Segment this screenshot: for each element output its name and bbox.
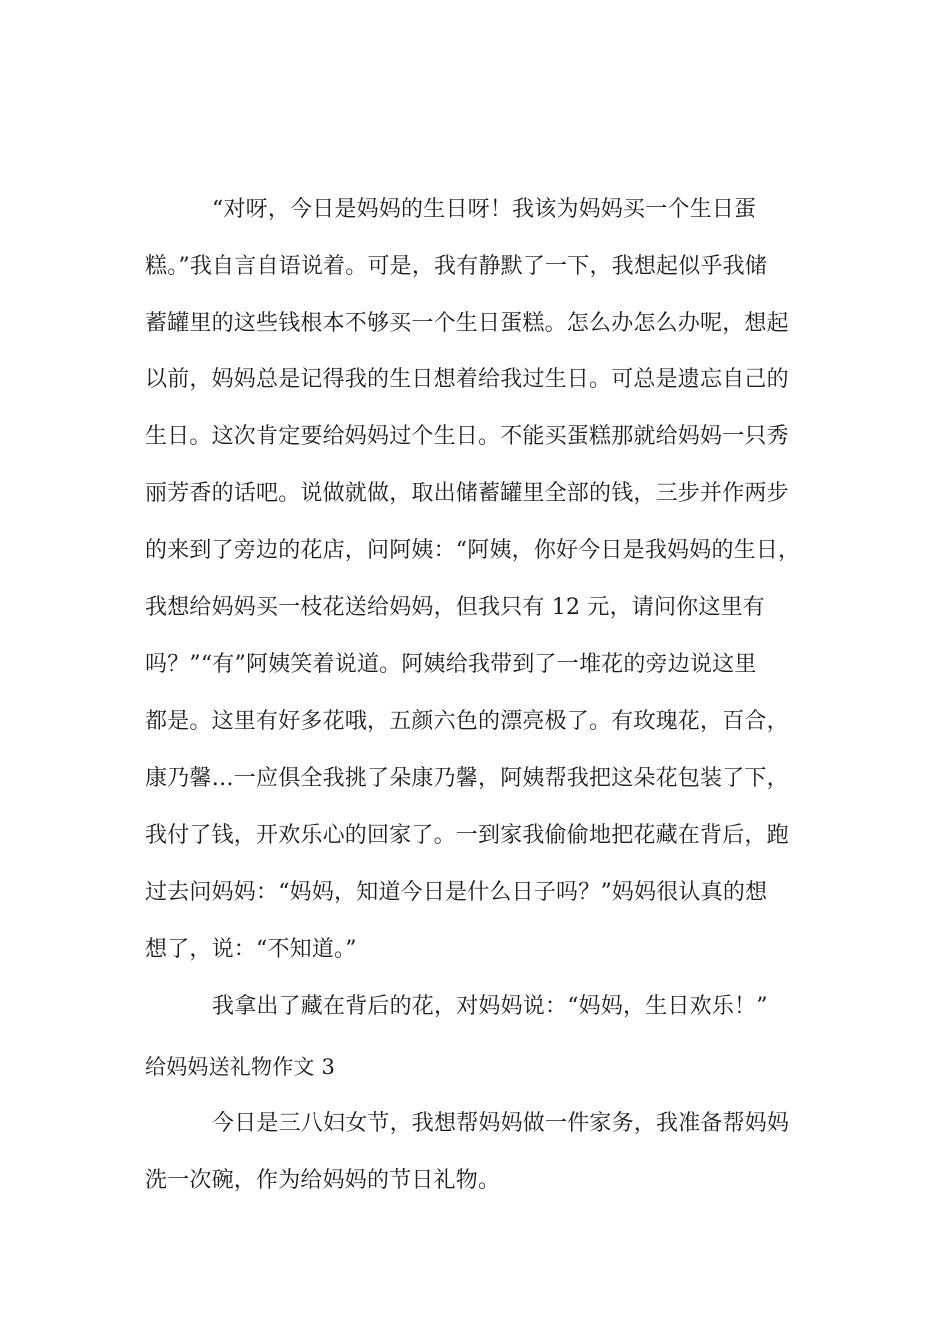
paragraph-line: 我拿出了藏在背后的花，对妈妈说：“妈妈，生日欢乐！” xyxy=(212,994,768,1019)
section-title: 给妈妈送礼物作文 3 xyxy=(145,1055,336,1079)
paragraph-line: 都是。这里有好多花哦，五颜六色的漂亮极了。有玫瑰花，百合， xyxy=(145,709,789,734)
paragraph-line: 康乃馨…一应俱全我挑了朵康乃馨，阿姨帮我把这朵花包装了下， xyxy=(145,766,789,791)
paragraph-line: 我想给妈妈买一枝花送给妈妈，但我只有 12 元，请问你这里有 xyxy=(145,595,765,620)
paragraph-line: 今日是三八妇女节，我想帮妈妈做一件家务，我准备帮妈妈 xyxy=(212,1111,790,1136)
paragraph-line: 蓄罐里的这些钱根本不够买一个生日蛋糕。怎么办怎么办呢，想起 xyxy=(145,311,789,336)
paragraph-line: 糕。”我自言自语说着。可是，我有静默了一下，我想起似乎我储 xyxy=(145,254,768,279)
paragraph-line: 的来到了旁边的花店，问阿姨：“阿姨，你好今日是我妈妈的生日， xyxy=(145,538,801,563)
paragraph-line: 我付了钱，开欢乐心的回家了。一到家我偷偷地把花藏在背后，跑 xyxy=(145,823,789,848)
paragraph-line: 想了，说：“不知道。” xyxy=(145,937,357,962)
paragraph-line: 丽芳香的话吧。说做就做，取出储蓄罐里全部的钱，三步并作两步 xyxy=(145,481,789,506)
paragraph-line: 以前，妈妈总是记得我的生日想着给我过生日。可总是遗忘自己的 xyxy=(145,367,789,392)
paragraph-line: 生日。这次肯定要给妈妈过个生日。不能买蛋糕那就给妈妈一只秀 xyxy=(145,424,789,449)
paragraph-line: 吗？”“有”阿姨笑着说道。阿姨给我带到了一堆花的旁边说这里 xyxy=(145,652,757,677)
paragraph-line: 洗一次碗，作为给妈妈的节日礼物。 xyxy=(145,1168,501,1193)
paragraph-line: 过去问妈妈：“妈妈，知道今日是什么日子吗？”妈妈很认真的想 xyxy=(145,880,768,905)
paragraph-line: “对呀，今日是妈妈的生日呀！我该为妈妈买一个生日蛋 xyxy=(212,197,757,222)
